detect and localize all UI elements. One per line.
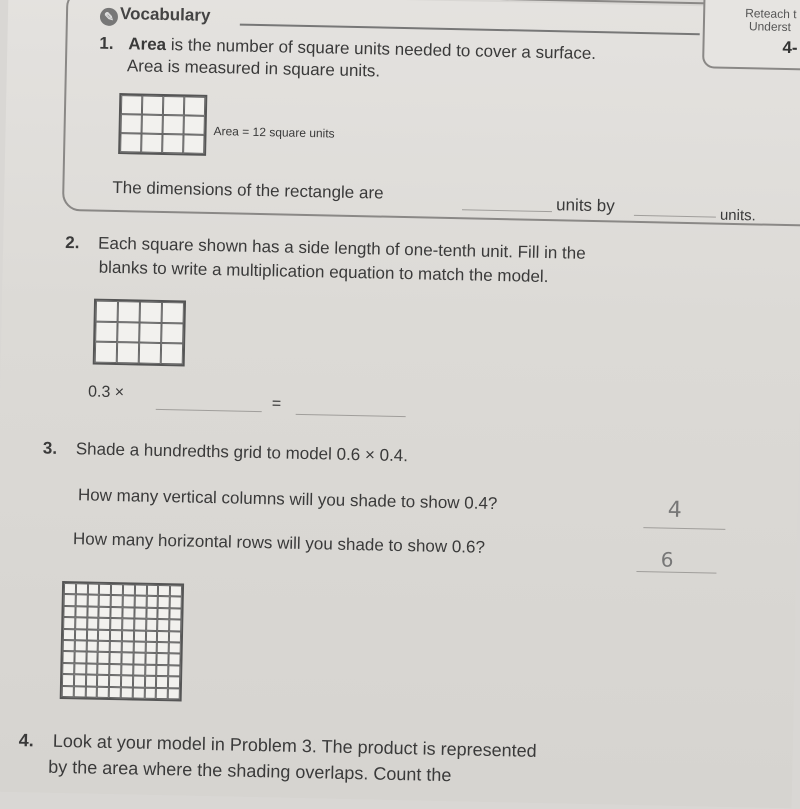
hundredths-grid-cell[interactable] xyxy=(75,595,87,607)
columns-answer: 4 xyxy=(667,497,683,523)
hundredths-grid-cell[interactable] xyxy=(74,652,86,664)
tenths-grid-cell xyxy=(139,343,161,364)
vocabulary-heading xyxy=(100,4,211,28)
hundredths-grid-cell[interactable] xyxy=(158,585,170,597)
area-grid-cell xyxy=(121,114,142,133)
tenths-grid-cell xyxy=(162,302,184,323)
lesson-tag-box xyxy=(702,0,800,71)
hundredths-grid-cell[interactable] xyxy=(63,617,75,629)
rows-answer: 6 xyxy=(660,547,674,572)
hundredths-grid-cell[interactable] xyxy=(123,584,135,596)
units-end-label: units. xyxy=(719,206,756,225)
hundredths-grid-cell[interactable] xyxy=(169,631,181,643)
hundredths-grid-cell[interactable] xyxy=(134,596,146,608)
hundredths-grid-cell[interactable] xyxy=(170,585,182,597)
hundredths-grid-cell[interactable] xyxy=(158,596,170,608)
hundredths-grid-cell[interactable] xyxy=(145,630,157,642)
hundredths-grid-cell[interactable] xyxy=(157,642,169,654)
units-by-label: units by xyxy=(555,195,615,216)
hundredths-grid-cell[interactable] xyxy=(156,688,168,700)
hundredths-grid-cell[interactable] xyxy=(157,653,169,665)
hundredths-grid-cell[interactable] xyxy=(168,665,180,677)
hundredths-grid-cell[interactable] xyxy=(146,596,158,608)
hundredths-grid-cell[interactable] xyxy=(74,686,86,698)
area-definition-line2: Area is measured in square units. xyxy=(126,56,381,81)
hundredths-grid-cell[interactable] xyxy=(122,630,134,642)
hundredths-grid-cell[interactable] xyxy=(87,606,99,618)
rows-question: How many horizontal rows will you shade to show 0.6? xyxy=(72,529,486,557)
tenths-grid-cell xyxy=(139,322,161,343)
hundredths-grid-cell[interactable] xyxy=(145,653,157,665)
equation-equals: = xyxy=(271,395,282,413)
hundredths-grid-cell[interactable] xyxy=(122,641,134,653)
tenths-grid-cell xyxy=(117,322,139,343)
hundredths-grid-cell[interactable] xyxy=(75,629,87,641)
hundredths-grid-cell[interactable] xyxy=(144,687,156,699)
hundredths-grid-cell[interactable] xyxy=(145,642,157,654)
area-grid-cell xyxy=(162,134,183,153)
hundredths-grid-cell[interactable] xyxy=(145,676,157,688)
hundredths-grid-cell[interactable] xyxy=(121,664,133,676)
hundredths-grid-cell[interactable] xyxy=(110,652,122,664)
hundredths-grid-cell[interactable] xyxy=(64,583,76,595)
tenths-grid-cell xyxy=(95,321,117,342)
hundredths-grid-cell[interactable] xyxy=(158,619,170,631)
hundredths-grid-cell[interactable] xyxy=(158,608,170,620)
hundredths-grid-cell[interactable] xyxy=(121,675,133,687)
area-grid-cell xyxy=(183,134,204,153)
hundredths-grid-cell[interactable] xyxy=(122,618,134,630)
hundredths-grid-cell[interactable] xyxy=(62,674,74,686)
area-grid-cell xyxy=(184,115,205,134)
problem3-number: 3. xyxy=(42,438,58,458)
hundredths-grid-cell[interactable] xyxy=(157,631,169,643)
hundredths-grid-cell[interactable] xyxy=(133,641,145,653)
hundredths-grid-cell[interactable] xyxy=(99,607,111,619)
vocabulary-title: Vocabulary xyxy=(119,4,211,25)
hundredths-grid-cell[interactable] xyxy=(109,664,121,676)
hundredths-grid-cell[interactable] xyxy=(121,687,133,699)
hundredths-grid-cell[interactable] xyxy=(75,606,87,618)
hundredths-grid-cell[interactable] xyxy=(64,594,76,606)
hundredths-grid-cell[interactable] xyxy=(87,583,99,595)
hundredths-grid-cell[interactable] xyxy=(134,607,146,619)
hundredths-grid-cell[interactable] xyxy=(86,640,98,652)
area-caption: Area = 12 square units xyxy=(213,124,335,141)
hundredths-grid-cell[interactable] xyxy=(157,665,169,677)
problem4-text1: Look at your model in Problem 3. The product is represented xyxy=(52,730,537,761)
hundredths-grid-cell[interactable] xyxy=(169,642,181,654)
hundredths-grid-cell[interactable] xyxy=(63,629,75,641)
problem2-text2: blanks to write a multiplication equation to match the model. xyxy=(98,257,549,287)
lesson-tag-line2: Underst xyxy=(748,19,792,35)
hundredths-grid-cell[interactable] xyxy=(122,607,134,619)
columns-answer-blank[interactable] xyxy=(643,527,725,530)
area-grid-cell xyxy=(120,133,141,152)
hundredths-grid-cell[interactable] xyxy=(98,652,110,664)
hundredths-grid-cell[interactable] xyxy=(170,608,182,620)
area-definition: is the number of square units needed to cover a surface. xyxy=(170,35,597,64)
hundredths-grid-cell[interactable] xyxy=(87,595,99,607)
hundredths-grid-cell[interactable] xyxy=(111,607,123,619)
lesson-tag-line1: Reteach t xyxy=(745,6,797,22)
hundredths-grid-cell[interactable] xyxy=(133,664,145,676)
hundredths-grid-cell[interactable] xyxy=(156,676,168,688)
hundredths-grid-cell[interactable] xyxy=(168,688,180,700)
hundredths-grid-cell[interactable] xyxy=(109,675,121,687)
hundredths-grid-cell[interactable] xyxy=(74,674,86,686)
hundredths-grid-cell[interactable] xyxy=(99,618,111,630)
tenths-model-grid xyxy=(93,299,186,367)
area-grid-cell xyxy=(141,134,162,153)
hundredths-grid-cell[interactable] xyxy=(169,654,181,666)
hundredths-grid-cell[interactable] xyxy=(110,630,122,642)
area-grid-cell xyxy=(142,96,163,115)
tenths-grid-cell xyxy=(140,302,162,323)
hundredths-grid-cell[interactable] xyxy=(74,663,86,675)
hundredths-grid-cell[interactable] xyxy=(170,597,182,609)
area-grid-cell xyxy=(121,95,142,114)
hundredths-grid-cell[interactable] xyxy=(98,629,110,641)
hundredths-grid-cell[interactable] xyxy=(85,686,97,698)
area-grid-cell xyxy=(163,96,184,115)
lesson-number: 4- xyxy=(782,37,798,58)
problem3-prompt: Shade a hundredths grid to model 0.6 × 0.4. xyxy=(75,439,409,466)
hundredths-grid-cell[interactable] xyxy=(133,676,145,688)
hundredths-grid-cell[interactable] xyxy=(62,663,74,675)
hundredths-grid-cell[interactable] xyxy=(86,652,98,664)
tenths-grid-cell xyxy=(95,342,117,363)
tenths-grid-cell xyxy=(161,343,183,364)
problem2-text1: Each square shown has a side length of one-tenth unit. Fill in the xyxy=(97,233,586,263)
hundredths-grid-cell[interactable] xyxy=(168,676,180,688)
hundredths-grid-cell[interactable] xyxy=(98,641,110,653)
hundredths-grid-cell[interactable] xyxy=(110,618,122,630)
area-term: Area xyxy=(128,34,167,55)
area-grid-cell xyxy=(184,96,205,115)
equation-product-blank[interactable] xyxy=(296,414,406,417)
hundredths-grid-cell[interactable] xyxy=(76,583,88,595)
hundredths-grid-cell[interactable] xyxy=(146,585,158,597)
hundredths-grid-cell[interactable] xyxy=(86,629,98,641)
hundredths-grid-cell[interactable] xyxy=(109,687,121,699)
tenths-grid-cell xyxy=(118,301,140,322)
tenths-grid-cell xyxy=(96,301,118,322)
area-grid-cell xyxy=(163,115,184,134)
hundredths-grid-cell[interactable] xyxy=(146,619,158,631)
hundredths-grid-cell[interactable] xyxy=(110,641,122,653)
equation-factor-blank[interactable] xyxy=(156,409,262,412)
hundredths-grid-cell[interactable] xyxy=(99,584,111,596)
hundredths-grid-cell[interactable] xyxy=(111,595,123,607)
hundredths-grid-cell[interactable] xyxy=(62,686,74,698)
hundredths-grid-cell[interactable] xyxy=(99,595,111,607)
problem4-text2: by the area where the shading overlaps. Count the xyxy=(48,756,452,786)
hundredths-grid-cell[interactable] xyxy=(146,608,158,620)
hundredths-grid-cell[interactable] xyxy=(86,675,98,687)
dimensions-prompt: The dimensions of the rectangle are xyxy=(112,177,384,203)
tenths-grid-cell xyxy=(161,323,183,344)
hundredths-grid-cell[interactable] xyxy=(135,584,147,596)
problem3-line1 xyxy=(43,439,408,467)
area-grid-cell xyxy=(142,115,163,134)
hundredths-grid-cell[interactable] xyxy=(86,663,98,675)
hundredths-grid-cell[interactable] xyxy=(134,630,146,642)
hundredths-grid-cell[interactable] xyxy=(97,686,109,698)
hundredths-grid-cell[interactable] xyxy=(87,618,99,630)
hundredths-grid-cell[interactable] xyxy=(145,665,157,677)
rows-answer-blank[interactable] xyxy=(636,571,716,574)
area-example-grid xyxy=(118,93,207,156)
hundredths-grid-cell[interactable] xyxy=(98,664,110,676)
hundredths-grid-cell[interactable] xyxy=(121,653,133,665)
hundredths-grid-cell[interactable] xyxy=(74,640,86,652)
problem2-number: 2. xyxy=(65,232,80,253)
hundredths-grid-cell[interactable] xyxy=(134,619,146,631)
vocabulary-badge-icon: ✎ xyxy=(100,8,118,26)
hundredths-grid[interactable] xyxy=(60,581,184,702)
hundredths-grid-cell[interactable] xyxy=(63,606,75,618)
hundredths-grid-cell[interactable] xyxy=(132,687,144,699)
equation-start: 0.3 × xyxy=(87,383,125,402)
columns-question: How many vertical columns will you shade to show 0.4? xyxy=(77,485,498,514)
hundredths-grid-cell[interactable] xyxy=(62,651,74,663)
problem4-number: 4. xyxy=(18,730,35,751)
hundredths-grid-cell[interactable] xyxy=(169,619,181,631)
hundredths-grid-cell[interactable] xyxy=(123,596,135,608)
problem1-number: 1. xyxy=(99,33,114,53)
hundredths-grid-cell[interactable] xyxy=(75,617,87,629)
hundredths-grid-cell[interactable] xyxy=(97,675,109,687)
hundredths-grid-cell[interactable] xyxy=(133,653,145,665)
hundredths-grid-cell[interactable] xyxy=(111,584,123,596)
tenths-grid-cell xyxy=(117,342,139,363)
hundredths-grid-cell[interactable] xyxy=(63,640,75,652)
